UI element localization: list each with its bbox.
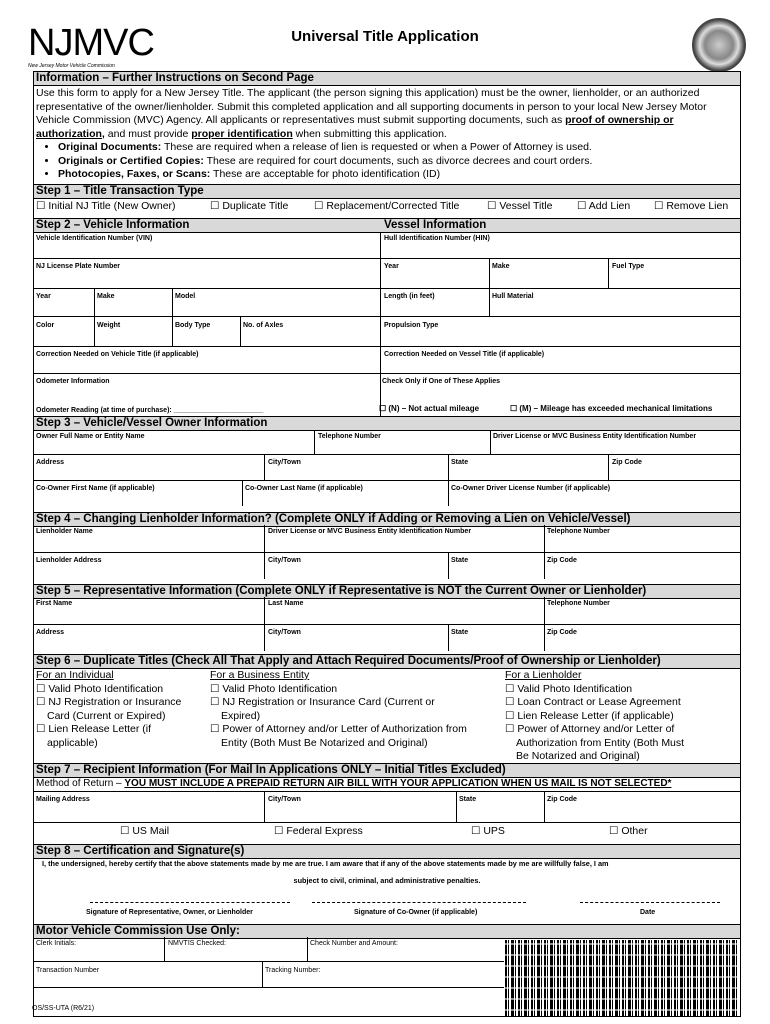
checkbox-add-lien[interactable]: ☐ Add Lien [577, 200, 631, 212]
certification-text-2: subject to civil, criminal, and administrative penalties. [293, 876, 481, 885]
logo-subtitle: New Jersey Motor Vehicle Commission [28, 63, 115, 69]
checkbox-remove-lien[interactable]: ☐ Remove Lien [654, 200, 729, 212]
lienholder-dl-field[interactable]: Driver License or MVC Business Entity Identification Number [268, 528, 472, 535]
vessel-make-field[interactable]: Make [492, 263, 510, 270]
step6-heading: Step 6 – Duplicate Titles (Check All That Apply and Attach Required Documents/Proof of Ownership or Lienholder) [34, 654, 740, 669]
vessel-correction-field[interactable]: Correction Needed on Vessel Title (if applicable) [384, 351, 545, 358]
proof-of-ownership-link[interactable]: proof of ownership or authorization, [36, 114, 674, 140]
rep-first-field[interactable]: First Name [36, 600, 73, 607]
document-requirements-list [36, 141, 736, 182]
step5-heading: Step 5 – Representative Information (Complete ONLY if Representative is NOT the Current Owner or Lienholder) [34, 584, 740, 599]
checkbox-us-mail[interactable]: ☐ US Mail [120, 825, 170, 837]
hull-material-field[interactable]: Hull Material [492, 293, 534, 300]
checkbox-ind-registration[interactable]: ☐ NJ Registration or Insurance [36, 696, 182, 708]
business-column: For a Business Entity ☐ Valid Photo Identification ☐ NJ Registration or Insurance Card (Current or Expired) ☐ Power of Attorney and/or Letter of Authorization from Entity (Both Must Be Notarized and Original) [210, 669, 467, 749]
lienholder-address-field[interactable]: Lienholder Address [36, 557, 102, 564]
page-title: Universal Title Application [291, 28, 479, 45]
checkbox-lien-loan-contract[interactable]: ☐ Loan Contract or Lease Agreement [505, 696, 681, 708]
checkbox-lien-release[interactable]: ☐ Lien Release Letter (if applicable) [505, 709, 674, 722]
coowner-dl-field[interactable]: Co-Owner Driver License Number (if applicable) [451, 485, 611, 492]
lienholder-name-field[interactable]: Lienholder Name [36, 528, 93, 535]
vehicle-correction-field[interactable]: Correction Needed on Vehicle Title (if applicable) [36, 351, 199, 358]
nmvtis-field[interactable]: NMVTIS Checked: [168, 940, 226, 947]
list-item: • Photocopies, Faxes, or Scans: These are acceptable for photo identification (ID) [58, 168, 736, 182]
state-seal-icon [692, 18, 746, 72]
year-field[interactable]: Year [36, 293, 51, 300]
transaction-number-field[interactable]: Transaction Number [36, 967, 100, 974]
step2-heading: Step 2 – Vehicle Information Vessel Information [34, 218, 740, 233]
checkbox-bus-photo-id[interactable]: ☐ Valid Photo Identification [210, 682, 338, 695]
vessel-year-field[interactable]: Year [384, 263, 399, 270]
checkbox-lien-power-attorney[interactable]: ☐ Power of Attorney and/or Letter of [505, 723, 675, 735]
clerk-initials-field[interactable]: Clerk Initials: [36, 940, 77, 947]
owner-city-field[interactable]: City/Town [268, 459, 301, 466]
checkbox-vessel-title[interactable]: ☐ Vessel Title [487, 200, 553, 212]
mvc-heading: Motor Vehicle Commission Use Only: [34, 924, 740, 939]
rep-zip-field[interactable]: Zip Code [547, 629, 577, 636]
weight-field[interactable]: Weight [97, 322, 121, 329]
check-number-field[interactable]: Check Number and Amount: [310, 940, 398, 947]
sig-co-line[interactable] [312, 902, 526, 903]
barcode-image [505, 940, 737, 1016]
sig-co-label: Signature of Co-Owner (if applicable) [354, 909, 478, 916]
lienholder-phone-field[interactable]: Telephone Number [547, 528, 610, 535]
model-field[interactable]: Model [175, 293, 196, 300]
info-paragraph: Use this form to apply for a New Jersey Title. The applicant (the person signing this application) must be the owner, lienholder, or an authorized representative of the owner/lienholder. Submit this completed application and all supporting documents in person to your local New Jersey Motor Vehicle Commission (MVC) Agency. All applicants or representatives must submit supporting documents, such as proof of ownership or authorization, and must provide proper identification when submitting this application. • Original Documents: These are required when a release of lien is requested or when a Power of Attorney is used. • Originals or Certified Copies: These are required for court documents, such as divorce decrees and court orders. • Photocopies, Faxes, or Scans: These are acceptable for photo identification (ID) [36, 87, 736, 182]
date-label: Date [640, 909, 656, 916]
checkbox-lien-photo-id[interactable]: ☐ Valid Photo Identification [505, 682, 633, 695]
hin-field[interactable]: Hull Identification Number (HIN) [384, 235, 490, 242]
coowner-last-field[interactable]: Co-Owner Last Name (if applicable) [245, 485, 363, 492]
step1-heading: Step 1 – Title Transaction Type [34, 184, 740, 199]
mail-address-field[interactable]: Mailing Address [36, 796, 90, 803]
step3-heading: Step 3 – Vehicle/Vessel Owner Information [34, 416, 740, 431]
lienholder-column: For a Lienholder ☐ Valid Photo Identification ☐ Loan Contract or Lease Agreement ☐ Lien Release Letter (if applicable) ☐ Power of Attorney and/or Letter of Authorization from Entity (Both Must Be Notarized and Original) [505, 669, 685, 762]
rep-state-field[interactable]: State [451, 629, 469, 636]
checkbox-replacement-title[interactable]: ☐ Replacement/Corrected Title [314, 200, 460, 212]
proper-identification-link[interactable]: proper identification [191, 127, 293, 140]
method-of-return: Method of Return – YOU MUST INCLUDE A PREPAID RETURN AIR BILL WITH YOUR APPLICATION WHEN US MAIL IS NOT SELECTED* [36, 778, 672, 789]
owner-phone-field[interactable]: Telephone Number [318, 433, 381, 440]
certification-text: I, the undersigned, hereby certify that the above statements made by me are true. I am aware that if any of the above statements made by me are willfully false, I am [42, 859, 609, 868]
checkbox-initial-title[interactable]: ☐ Initial NJ Title (New Owner) [36, 200, 176, 212]
rep-last-field[interactable]: Last Name [268, 600, 304, 607]
lienholder-state-field[interactable]: State [451, 557, 469, 564]
mail-state-field[interactable]: State [459, 796, 477, 803]
individual-column: For an Individual ☐ Valid Photo Identification ☐ NJ Registration or Insurance Card (Current or Expired) ☐ Lien Release Letter (if applicable) [36, 669, 182, 749]
fuel-type-field[interactable]: Fuel Type [612, 263, 645, 270]
rep-city-field[interactable]: City/Town [268, 629, 301, 636]
mail-zip-field[interactable]: Zip Code [547, 796, 577, 803]
application-form [33, 71, 741, 1017]
checkbox-ind-lien-release[interactable]: ☐ Lien Release Letter (if [36, 723, 152, 735]
check-one-label: Check Only if One of These Applies [382, 378, 500, 385]
odometer-reading-field[interactable]: Odometer Reading (at time of purchase): _______________________ [36, 407, 264, 414]
form-code: OS/SS-UTA (R6/21) [32, 1005, 95, 1012]
vessel-heading: Vessel Information [384, 219, 487, 231]
owner-name-field[interactable]: Owner Full Name or Entity Name [36, 433, 145, 440]
checkbox-ind-photo-id[interactable]: ☐ Valid Photo Identification [36, 682, 164, 695]
sig-rep-label: Signature of Representative, Owner, or Lienholder [86, 909, 253, 916]
length-field[interactable]: Length (in feet) [384, 293, 435, 300]
vin-field[interactable]: Vehicle Identification Number (VIN) [36, 235, 153, 242]
rep-address-field[interactable]: Address [36, 629, 65, 636]
make-field[interactable]: Make [97, 293, 115, 300]
checkbox-bus-registration[interactable]: ☐ NJ Registration or Insurance Card (Current or [210, 696, 435, 708]
checkbox-duplicate-title[interactable]: ☐ Duplicate Title [210, 200, 289, 212]
tracking-number-field[interactable]: Tracking Number: [265, 967, 321, 974]
checkbox-exceeded[interactable]: ☐ (M) – Mileage has exceeded mechanical limitations [510, 404, 713, 413]
date-line[interactable] [580, 902, 720, 903]
checkbox-ups[interactable]: ☐ UPS [471, 825, 505, 837]
step7-heading: Step 7 – Recipient Information (For Mail In Applications ONLY – Initial Titles Excluded) [34, 763, 740, 778]
owner-state-field[interactable]: State [451, 459, 469, 466]
owner-zip-field[interactable]: Zip Code [612, 459, 642, 466]
list-item: • Original Documents: These are required when a release of lien is requested or when a Power of Attorney is used. [58, 141, 736, 155]
axles-field[interactable]: No. of Axles [243, 322, 284, 329]
odometer-label: Odometer Information [36, 378, 110, 385]
lienholder-city-field[interactable]: City/Town [268, 557, 301, 564]
propulsion-field[interactable]: Propulsion Type [384, 322, 439, 329]
lienholder-zip-field[interactable]: Zip Code [547, 557, 577, 564]
logo-text: NJMVC [28, 22, 154, 64]
owner-address-field[interactable]: Address [36, 459, 65, 466]
step8-heading: Step 8 – Certification and Signature(s) [34, 844, 740, 859]
checkbox-fedex[interactable]: ☐ Federal Express [274, 825, 363, 837]
sig-rep-line[interactable] [90, 902, 290, 903]
info-heading: Information – Further Instructions on Second Page [34, 72, 740, 86]
body-type-field[interactable]: Body Type [175, 322, 211, 329]
step4-heading: Step 4 – Changing Lienholder Information? (Complete ONLY if Adding or Removing a Lien on Vehicle/Vessel) [34, 512, 740, 527]
plate-field[interactable]: NJ License Plate Number [36, 263, 121, 270]
checkbox-not-actual[interactable]: ☐ (N) – Not actual mileage [379, 404, 480, 413]
mail-city-field[interactable]: City/Town [268, 796, 301, 803]
checkbox-other[interactable]: ☐ Other [609, 825, 648, 837]
owner-dl-field[interactable]: Driver License or MVC Business Entity Identification Number [493, 433, 697, 440]
list-item: • Originals or Certified Copies: These are required for court documents, such as divorce decrees and court orders. [58, 155, 736, 169]
color-field[interactable]: Color [36, 322, 55, 329]
rep-phone-field[interactable]: Telephone Number [547, 600, 610, 607]
coowner-first-field[interactable]: Co-Owner First Name (if applicable) [36, 485, 155, 492]
checkbox-bus-power-attorney[interactable]: ☐ Power of Attorney and/or Letter of Authorization from [210, 723, 467, 735]
